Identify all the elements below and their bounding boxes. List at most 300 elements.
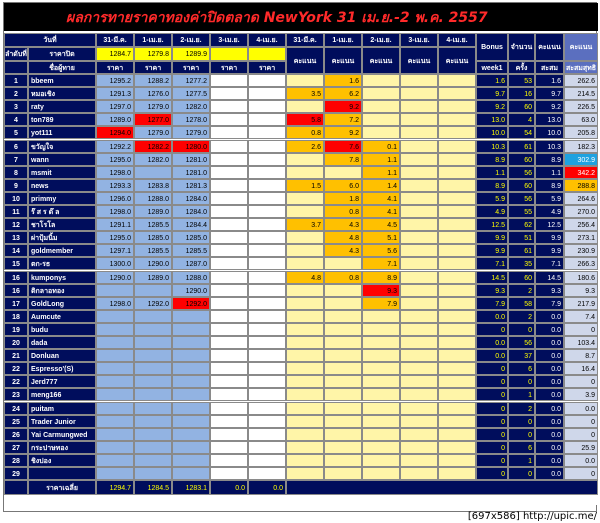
- score-cell: 3.7: [286, 218, 324, 231]
- row-number: 28: [4, 454, 28, 467]
- price-cell: 1290.0: [134, 257, 172, 270]
- score-cell: 7.1: [362, 257, 400, 270]
- header-date-label: วันที่: [4, 33, 96, 47]
- net-cell: 0: [564, 428, 598, 441]
- score-cell: [286, 415, 324, 428]
- count-cell: 61: [508, 244, 535, 257]
- score-cell: [362, 441, 400, 454]
- price-cell: 1288.0: [134, 192, 172, 205]
- price-cell: 1298.0: [96, 166, 134, 179]
- avg-cell-4: 0.0: [248, 480, 286, 495]
- row-number: 22: [4, 362, 28, 375]
- price-cell: [210, 74, 248, 87]
- row-name: ตก-รธ: [28, 257, 96, 270]
- score-cell: 1.5: [286, 179, 324, 192]
- price-cell: 1291.3: [96, 87, 134, 100]
- price-cell: [96, 441, 134, 454]
- net-cell: 182.3: [564, 140, 598, 153]
- week1-score: 7.1: [476, 257, 508, 270]
- week1-score: 9.3: [476, 284, 508, 297]
- price-cell: [210, 87, 248, 100]
- avg-cell-1: 1284.5: [134, 480, 172, 495]
- score-cell: [286, 244, 324, 257]
- price-cell: 1297.1: [96, 244, 134, 257]
- score-cell: [324, 441, 362, 454]
- net-cell: 214.5: [564, 87, 598, 100]
- header-price-word-3: ราคา: [210, 61, 248, 74]
- price-cell: [210, 297, 248, 310]
- score-cell: 4.3: [324, 218, 362, 231]
- score-cell: [286, 100, 324, 113]
- price-cell: 1281.3: [172, 179, 210, 192]
- price-cell: 1292.2: [96, 140, 134, 153]
- week1-score: 10.3: [476, 140, 508, 153]
- score-cell: [400, 388, 438, 401]
- acc-cell: 10.0: [535, 126, 564, 139]
- header-acc2: สะสม: [535, 61, 564, 74]
- price-cell: 1298.0: [96, 297, 134, 310]
- price-cell: [248, 244, 286, 257]
- net-cell: 3.9: [564, 388, 598, 401]
- acc-cell: 9.9: [535, 244, 564, 257]
- score-cell: 0.8: [286, 126, 324, 139]
- week1-score: 0: [476, 415, 508, 428]
- score-cell: [324, 362, 362, 375]
- row-name: ผ่าปุ้มนิ้ม: [28, 231, 96, 244]
- row-name: ขวัญใจ: [28, 140, 96, 153]
- net-cell: 273.1: [564, 231, 598, 244]
- score-cell: [400, 257, 438, 270]
- price-cell: [248, 428, 286, 441]
- row-name: ton789: [28, 113, 96, 126]
- score-cell: [362, 415, 400, 428]
- score-cell: [400, 231, 438, 244]
- row-name: goldmember: [28, 244, 96, 257]
- price-cell: [210, 166, 248, 179]
- row-number: 1: [4, 74, 28, 87]
- price-cell: 1287.0: [172, 257, 210, 270]
- acc-cell: 8.9: [535, 179, 564, 192]
- price-cell: [134, 362, 172, 375]
- price-cell: [172, 402, 210, 415]
- net-cell: 302.9: [564, 153, 598, 166]
- score-cell: 1.1: [362, 153, 400, 166]
- score-cell: [324, 257, 362, 270]
- price-cell: [210, 271, 248, 284]
- row-number: 8: [4, 166, 28, 179]
- score-cell: [286, 205, 324, 218]
- count-cell: 2: [508, 284, 535, 297]
- row-name: meng166: [28, 388, 96, 401]
- price-cell: [248, 402, 286, 415]
- row-number: 27: [4, 441, 28, 454]
- header-name-label: ชื่อผู้ทาย: [28, 61, 96, 74]
- price-cell: [248, 388, 286, 401]
- row-number: 13: [4, 231, 28, 244]
- net-cell: 0.0: [564, 402, 598, 415]
- price-cell: [210, 362, 248, 375]
- score-cell: [400, 153, 438, 166]
- score-cell: [286, 166, 324, 179]
- price-cell: 1277.0: [134, 113, 172, 126]
- row-name: wann: [28, 153, 96, 166]
- spreadsheet-frame: [3, 2, 597, 512]
- price-cell: [248, 100, 286, 113]
- score-cell: [438, 415, 476, 428]
- score-cell: [400, 375, 438, 388]
- count-cell: 60: [508, 100, 535, 113]
- score-cell: 4.8: [324, 231, 362, 244]
- row-name: raty: [28, 100, 96, 113]
- week1-score: 9.9: [476, 231, 508, 244]
- header-price-word-1: ราคา: [134, 61, 172, 74]
- score-cell: 5.8: [286, 113, 324, 126]
- acc-cell: 0.0: [535, 388, 564, 401]
- score-cell: [362, 100, 400, 113]
- week1-score: 8.9: [476, 179, 508, 192]
- score-cell: [400, 218, 438, 231]
- score-cell: [438, 218, 476, 231]
- score-cell: [324, 375, 362, 388]
- price-cell: [210, 402, 248, 415]
- score-cell: [438, 166, 476, 179]
- score-cell: [286, 257, 324, 270]
- score-cell: [286, 467, 324, 480]
- week1-score: 9.2: [476, 100, 508, 113]
- row-number: 29: [4, 467, 28, 480]
- score-cell: [286, 428, 324, 441]
- score-cell: [400, 441, 438, 454]
- score-cell: [324, 297, 362, 310]
- price-cell: 1285.0: [134, 231, 172, 244]
- score-cell: [362, 336, 400, 349]
- price-cell: [210, 257, 248, 270]
- score-cell: [400, 140, 438, 153]
- header-date-price-3: 3-เม.ย.: [210, 33, 248, 47]
- score-cell: 4.1: [362, 205, 400, 218]
- score-cell: 0.8: [324, 271, 362, 284]
- score-cell: [438, 87, 476, 100]
- price-cell: [210, 126, 248, 139]
- score-cell: 1.8: [324, 192, 362, 205]
- close-price-0: 1284.7: [96, 47, 134, 61]
- price-cell: [248, 336, 286, 349]
- row-number: 7: [4, 153, 28, 166]
- score-cell: 9.2: [324, 100, 362, 113]
- week1-score: 8.9: [476, 153, 508, 166]
- score-cell: [438, 74, 476, 87]
- score-cell: [438, 257, 476, 270]
- price-cell: [248, 467, 286, 480]
- header-date-score-2: 2-เม.ย.: [362, 33, 400, 47]
- net-cell: 180.6: [564, 271, 598, 284]
- net-cell: 0.0: [564, 454, 598, 467]
- score-cell: [286, 192, 324, 205]
- score-cell: [438, 454, 476, 467]
- price-cell: 1281.0: [172, 166, 210, 179]
- score-cell: [362, 388, 400, 401]
- price-cell: [96, 323, 134, 336]
- header-count: จำนวน: [508, 33, 535, 61]
- week1-score: 0.0: [476, 349, 508, 362]
- header-acc: คะแนน: [535, 33, 564, 61]
- price-cell: [96, 349, 134, 362]
- price-cell: 1283.8: [134, 179, 172, 192]
- header-date-price-1: 1-เม.ย.: [134, 33, 172, 47]
- score-cell: [400, 244, 438, 257]
- price-cell: [172, 415, 210, 428]
- price-cell: 1284.4: [172, 218, 210, 231]
- score-cell: [286, 454, 324, 467]
- net-cell: 7.4: [564, 310, 598, 323]
- header-date-score-0: 31-มี.ค.: [286, 33, 324, 47]
- price-cell: [210, 231, 248, 244]
- count-cell: 62: [508, 218, 535, 231]
- price-cell: [248, 179, 286, 192]
- price-cell: 1285.0: [172, 231, 210, 244]
- score-cell: [286, 310, 324, 323]
- count-cell: 55: [508, 205, 535, 218]
- price-cell: 1289.0: [134, 205, 172, 218]
- score-cell: [438, 310, 476, 323]
- avg-cell-3: 0.0: [210, 480, 248, 495]
- score-cell: 2.6: [286, 140, 324, 153]
- header-date-score-1: 1-เม.ย.: [324, 33, 362, 47]
- price-cell: [96, 467, 134, 480]
- count-cell: 0: [508, 375, 535, 388]
- net-cell: 103.4: [564, 336, 598, 349]
- score-cell: [438, 179, 476, 192]
- price-cell: [134, 402, 172, 415]
- row-name: budu: [28, 323, 96, 336]
- price-cell: [210, 415, 248, 428]
- close-price-2: 1289.9: [172, 47, 210, 61]
- count-cell: 56: [508, 192, 535, 205]
- title-bar: [4, 3, 598, 31]
- price-cell: [96, 415, 134, 428]
- price-cell: 1279.0: [134, 126, 172, 139]
- score-cell: 0.8: [324, 205, 362, 218]
- price-cell: 1294.0: [96, 126, 134, 139]
- score-cell: [286, 349, 324, 362]
- price-cell: [210, 323, 248, 336]
- week1-score: 0: [476, 454, 508, 467]
- price-cell: [96, 362, 134, 375]
- price-cell: 1293.3: [96, 179, 134, 192]
- price-cell: 1281.0: [172, 153, 210, 166]
- score-cell: 4.5: [362, 218, 400, 231]
- price-cell: 1282.0: [134, 153, 172, 166]
- price-cell: 1278.0: [172, 113, 210, 126]
- acc-cell: 9.2: [535, 100, 564, 113]
- count-cell: 1: [508, 454, 535, 467]
- row-name: news: [28, 179, 96, 192]
- price-cell: [248, 218, 286, 231]
- row-number: 26: [4, 428, 28, 441]
- score-cell: [362, 113, 400, 126]
- header-net: คะแนน: [564, 33, 598, 61]
- price-cell: 1280.0: [172, 140, 210, 153]
- count-cell: 56: [508, 336, 535, 349]
- price-cell: [172, 388, 210, 401]
- week1-score: 10.0: [476, 126, 508, 139]
- week1-score: 7.9: [476, 297, 508, 310]
- price-cell: 1284.0: [172, 192, 210, 205]
- count-cell: 60: [508, 153, 535, 166]
- net-cell: 63.0: [564, 113, 598, 126]
- score-cell: [362, 428, 400, 441]
- score-cell: [438, 402, 476, 415]
- score-cell: [400, 297, 438, 310]
- row-name: bbeem: [28, 74, 96, 87]
- score-cell: [324, 166, 362, 179]
- score-cell: 5.6: [362, 244, 400, 257]
- price-cell: [96, 388, 134, 401]
- price-cell: [134, 388, 172, 401]
- net-cell: 226.5: [564, 100, 598, 113]
- row-name: หมอเชิง: [28, 87, 96, 100]
- score-cell: [438, 140, 476, 153]
- row-number: 11: [4, 205, 28, 218]
- score-cell: [324, 388, 362, 401]
- row-name: msmit: [28, 166, 96, 179]
- price-cell: [210, 310, 248, 323]
- price-cell: 1277.5: [172, 87, 210, 100]
- score-table: [4, 33, 598, 505]
- score-cell: [438, 467, 476, 480]
- count-cell: 0: [508, 467, 535, 480]
- price-cell: [248, 126, 286, 139]
- row-number: 3: [4, 100, 28, 113]
- row-name: kumponys: [28, 271, 96, 284]
- row-name: yot111: [28, 126, 96, 139]
- price-cell: 1276.0: [134, 87, 172, 100]
- score-cell: [400, 349, 438, 362]
- price-cell: [134, 310, 172, 323]
- header-score-word-4: คะแนน: [438, 47, 476, 74]
- row-name: GoldLong: [28, 297, 96, 310]
- acc-cell: 0.0: [535, 323, 564, 336]
- score-cell: [324, 284, 362, 297]
- net-cell: 0: [564, 375, 598, 388]
- row-name: primmy: [28, 192, 96, 205]
- price-cell: [248, 231, 286, 244]
- score-cell: [324, 323, 362, 336]
- price-cell: [210, 284, 248, 297]
- price-cell: 1277.2: [172, 74, 210, 87]
- score-cell: [286, 336, 324, 349]
- score-cell: [286, 231, 324, 244]
- count-cell: 1: [508, 388, 535, 401]
- price-cell: [248, 415, 286, 428]
- header-close-label: ราคาปิด: [28, 47, 96, 61]
- score-cell: 0.1: [362, 140, 400, 153]
- count-cell: 6: [508, 441, 535, 454]
- acc-cell: 12.5: [535, 218, 564, 231]
- row-name: Donluan: [28, 349, 96, 362]
- row-number: 16: [4, 271, 28, 284]
- count-cell: 60: [508, 179, 535, 192]
- price-cell: [248, 362, 286, 375]
- price-cell: [248, 284, 286, 297]
- score-cell: [324, 467, 362, 480]
- price-cell: [210, 454, 248, 467]
- acc-cell: 0.0: [535, 428, 564, 441]
- score-cell: [324, 402, 362, 415]
- header-price-word-2: ราคา: [172, 61, 210, 74]
- price-cell: [210, 153, 248, 166]
- row-number: 12: [4, 218, 28, 231]
- score-cell: [362, 362, 400, 375]
- price-cell: [172, 428, 210, 441]
- header-price-word-0: ราคา: [96, 61, 134, 74]
- price-cell: [172, 336, 210, 349]
- score-cell: [286, 362, 324, 375]
- price-cell: [96, 284, 134, 297]
- score-cell: [400, 271, 438, 284]
- price-cell: [134, 349, 172, 362]
- price-cell: 1285.5: [172, 244, 210, 257]
- price-cell: [248, 113, 286, 126]
- price-cell: [248, 310, 286, 323]
- score-cell: [400, 362, 438, 375]
- price-cell: [248, 87, 286, 100]
- acc-cell: 7.1: [535, 257, 564, 270]
- score-cell: [400, 192, 438, 205]
- price-cell: [248, 441, 286, 454]
- net-cell: 8.7: [564, 349, 598, 362]
- score-cell: [400, 205, 438, 218]
- price-cell: 1284.0: [172, 205, 210, 218]
- price-cell: [172, 375, 210, 388]
- count-cell: 61: [508, 140, 535, 153]
- row-name: กระปาษทอง: [28, 441, 96, 454]
- count-cell: 0: [508, 428, 535, 441]
- count-cell: 2: [508, 310, 535, 323]
- price-cell: 1289.0: [96, 113, 134, 126]
- price-cell: [248, 271, 286, 284]
- count-cell: 60: [508, 271, 535, 284]
- week1-score: 0: [476, 467, 508, 480]
- page-title: ผลการทายราคาทองค่าปิดตลาด NewYork 31 เม.ย.-2 พ.ค. 2557: [66, 10, 488, 26]
- score-cell: [362, 402, 400, 415]
- week1-score: 0: [476, 323, 508, 336]
- header-score-word-0: คะแนน: [286, 47, 324, 74]
- count-cell: 54: [508, 126, 535, 139]
- week1-score: 0: [476, 362, 508, 375]
- score-cell: [438, 349, 476, 362]
- row-name: ติกลาอทอง: [28, 284, 96, 297]
- net-cell: 264.6: [564, 192, 598, 205]
- price-cell: [210, 140, 248, 153]
- row-number: 16: [4, 284, 28, 297]
- price-cell: [134, 284, 172, 297]
- score-cell: 4.1: [362, 192, 400, 205]
- score-cell: [400, 467, 438, 480]
- score-cell: [400, 126, 438, 139]
- price-cell: [134, 336, 172, 349]
- score-cell: [324, 349, 362, 362]
- score-cell: [286, 74, 324, 87]
- price-cell: [248, 257, 286, 270]
- score-cell: [400, 336, 438, 349]
- row-name: Espresso'(S): [28, 362, 96, 375]
- price-cell: [210, 441, 248, 454]
- header-score-word-1: คะแนน: [324, 47, 362, 74]
- score-cell: [438, 441, 476, 454]
- price-cell: [210, 192, 248, 205]
- row-number: 9: [4, 179, 28, 192]
